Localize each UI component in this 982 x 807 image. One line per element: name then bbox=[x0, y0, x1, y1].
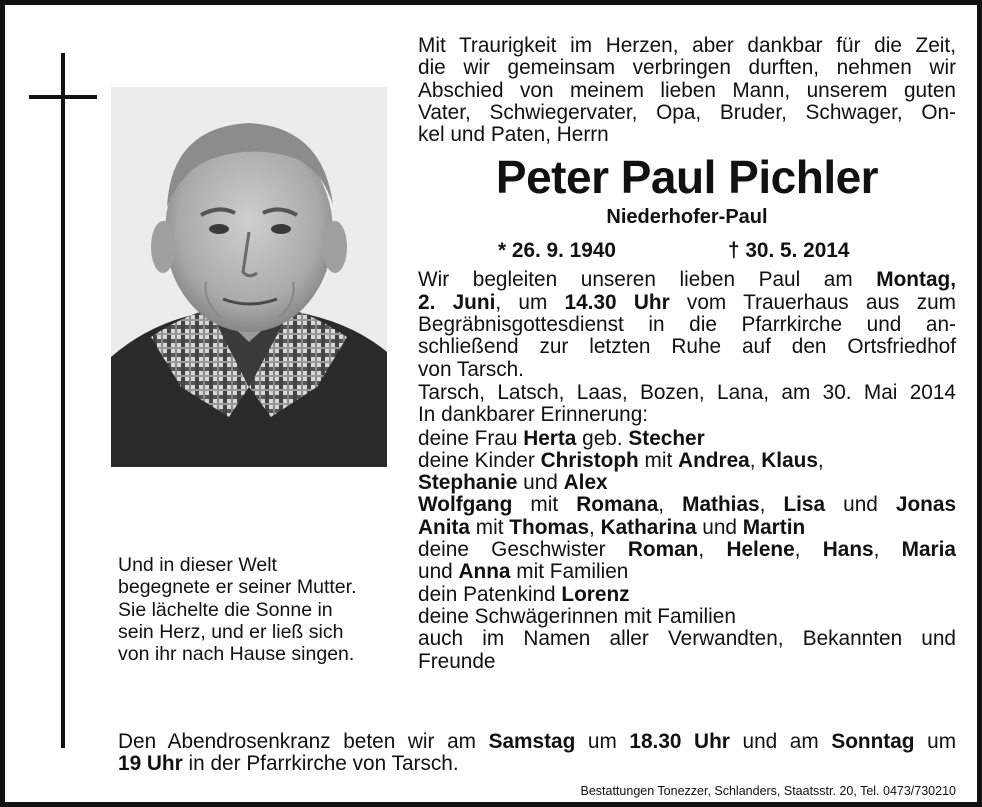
text-bold: 14.30 Uhr bbox=[564, 290, 670, 314]
text-bold: Mathias bbox=[682, 493, 760, 517]
text: um bbox=[575, 730, 630, 753]
funeral-home-footer: Bestattungen Tonezzer, Schlanders, Staatsstr. 20, Tel. 0473/730210 bbox=[580, 784, 956, 798]
text-bold: Stecher bbox=[628, 426, 705, 450]
family-line: Freunde bbox=[418, 649, 496, 673]
text-bold: Montag, bbox=[876, 268, 956, 292]
poem bbox=[118, 554, 403, 665]
text: deine Kinder bbox=[418, 448, 541, 472]
family-line bbox=[418, 494, 956, 516]
rosary-line bbox=[118, 753, 956, 775]
text-bold: Hans bbox=[822, 538, 874, 562]
funeral-line: von Tarsch. bbox=[418, 357, 524, 381]
text: und bbox=[517, 471, 564, 495]
text: geb. bbox=[576, 426, 629, 450]
poem-line: von ihr nach Hause singen. bbox=[118, 643, 355, 666]
birth-date: * 26. 9. 1940 bbox=[498, 239, 616, 263]
family-line bbox=[418, 584, 956, 606]
text: mit Familien bbox=[510, 560, 629, 584]
text: deine Geschwister bbox=[418, 538, 628, 562]
text: mit bbox=[638, 448, 679, 472]
intro-line: Vater, Schwiegervater, Opa, Bruder, Schwager, On- bbox=[418, 100, 956, 124]
gratitude-line: In dankbarer Erinnerung: bbox=[418, 403, 649, 427]
place-date: Tarsch, Latsch, Laas, Bozen, Lana, am 30. Mai 2014 bbox=[418, 380, 956, 404]
rosary-line bbox=[118, 731, 956, 753]
text: und bbox=[825, 493, 896, 517]
text: mit bbox=[512, 493, 577, 517]
text: , bbox=[873, 538, 902, 562]
text: , bbox=[658, 493, 683, 517]
poem-line: Und in dieser Welt bbox=[118, 554, 277, 576]
text-bold: Herta bbox=[523, 426, 577, 450]
text-bold: Alex bbox=[563, 471, 608, 495]
text: , bbox=[759, 493, 784, 517]
text: Wir begleiten unseren lieben Paul am bbox=[418, 268, 877, 292]
text: und bbox=[418, 560, 459, 584]
life-dates bbox=[418, 235, 956, 269]
text-bold: 18.30 Uhr bbox=[629, 730, 730, 753]
family-line bbox=[418, 539, 956, 561]
text-bold: Klaus bbox=[761, 448, 818, 472]
text-bold: Thomas bbox=[509, 515, 590, 539]
text: , bbox=[749, 448, 762, 472]
poem-line: Sie lächelte die Sonne in bbox=[118, 598, 333, 621]
text: , bbox=[794, 538, 823, 562]
text: , bbox=[817, 448, 824, 472]
text: vom Trauerhaus aus zum bbox=[669, 290, 957, 314]
text-bold: Andrea bbox=[678, 448, 750, 472]
intro-line: die wir gemeinsam verbringen durften, nehmen wir bbox=[418, 56, 956, 80]
family-line bbox=[418, 450, 956, 472]
death-date: † 30. 5. 2014 bbox=[728, 239, 850, 263]
text-bold: Lisa bbox=[783, 493, 826, 517]
cross-symbol bbox=[61, 53, 65, 748]
text-bold: Maria bbox=[901, 538, 956, 562]
funeral-text bbox=[418, 269, 956, 380]
text-bold: Samstag bbox=[488, 730, 576, 753]
text-bold: Katharina bbox=[600, 515, 697, 539]
funeral-line bbox=[418, 269, 956, 291]
text: mit bbox=[470, 515, 510, 539]
text: , bbox=[698, 538, 727, 562]
text-bold: 19 Uhr bbox=[118, 752, 183, 776]
poem-line: begegnete er seiner Mutter. bbox=[118, 576, 357, 599]
text-bold: 2. Juni bbox=[418, 290, 496, 314]
nickname: Niederhofer-Paul bbox=[606, 206, 768, 229]
cross-symbol-bar bbox=[29, 95, 97, 99]
family-list bbox=[418, 428, 956, 673]
family-line: auch im Namen aller Verwandten, Bekannten und bbox=[418, 627, 956, 651]
text: um bbox=[914, 730, 957, 753]
text: deine Frau bbox=[418, 426, 524, 450]
intro-line: Mit Traurigkeit im Herzen, aber dankbar für die Zeit, bbox=[418, 34, 956, 57]
text-bold: Christoph bbox=[540, 448, 639, 472]
text-bold: Sonntag bbox=[831, 730, 915, 753]
family-line bbox=[418, 428, 956, 450]
funeral-line: schließend zur letzten Ruhe auf den Ortsfriedhof bbox=[418, 335, 956, 359]
intro-line: kel und Paten, Herrn bbox=[418, 123, 609, 147]
text: , bbox=[589, 515, 601, 539]
family-line: deine Schwägerinnen mit Familien bbox=[418, 604, 736, 628]
text-bold: Martin bbox=[742, 515, 806, 539]
funeral-line bbox=[418, 292, 956, 314]
text: in der Pfarrkirche von Tarsch. bbox=[182, 752, 459, 776]
text-bold: Lorenz bbox=[561, 582, 630, 606]
intro-text bbox=[418, 35, 956, 146]
main-text-column bbox=[418, 35, 956, 673]
portrait-image bbox=[111, 87, 387, 467]
family-line bbox=[418, 561, 956, 583]
text-bold: Jonas bbox=[895, 493, 957, 517]
family-line bbox=[418, 517, 956, 539]
poem-line: sein Herz, und er ließ sich bbox=[118, 620, 344, 643]
text-bold: Anita bbox=[418, 515, 470, 539]
text: und bbox=[696, 515, 743, 539]
text: Den Abendrosenkranz beten wir am bbox=[118, 730, 489, 753]
text-bold: Roman bbox=[627, 538, 699, 562]
text-bold: Wolfgang bbox=[418, 493, 513, 517]
rosary-text bbox=[118, 731, 956, 776]
intro-line: Abschied von meinem lieben Mann, unserem guten bbox=[418, 78, 956, 102]
family-line bbox=[418, 472, 956, 494]
portrait-photo bbox=[111, 87, 387, 467]
text: und am bbox=[729, 730, 832, 753]
text-bold: Anna bbox=[458, 560, 511, 584]
text-bold: Stephanie bbox=[418, 471, 518, 495]
funeral-line: Begräbnisgottesdienst in die Pfarrkirche und an- bbox=[418, 313, 956, 337]
text: dein Patenkind bbox=[418, 582, 562, 606]
deceased-name: Peter Paul Pichler bbox=[495, 151, 879, 204]
text-bold: Romana bbox=[576, 493, 659, 517]
text-bold: Helene bbox=[726, 538, 795, 562]
text: , um bbox=[495, 290, 565, 314]
